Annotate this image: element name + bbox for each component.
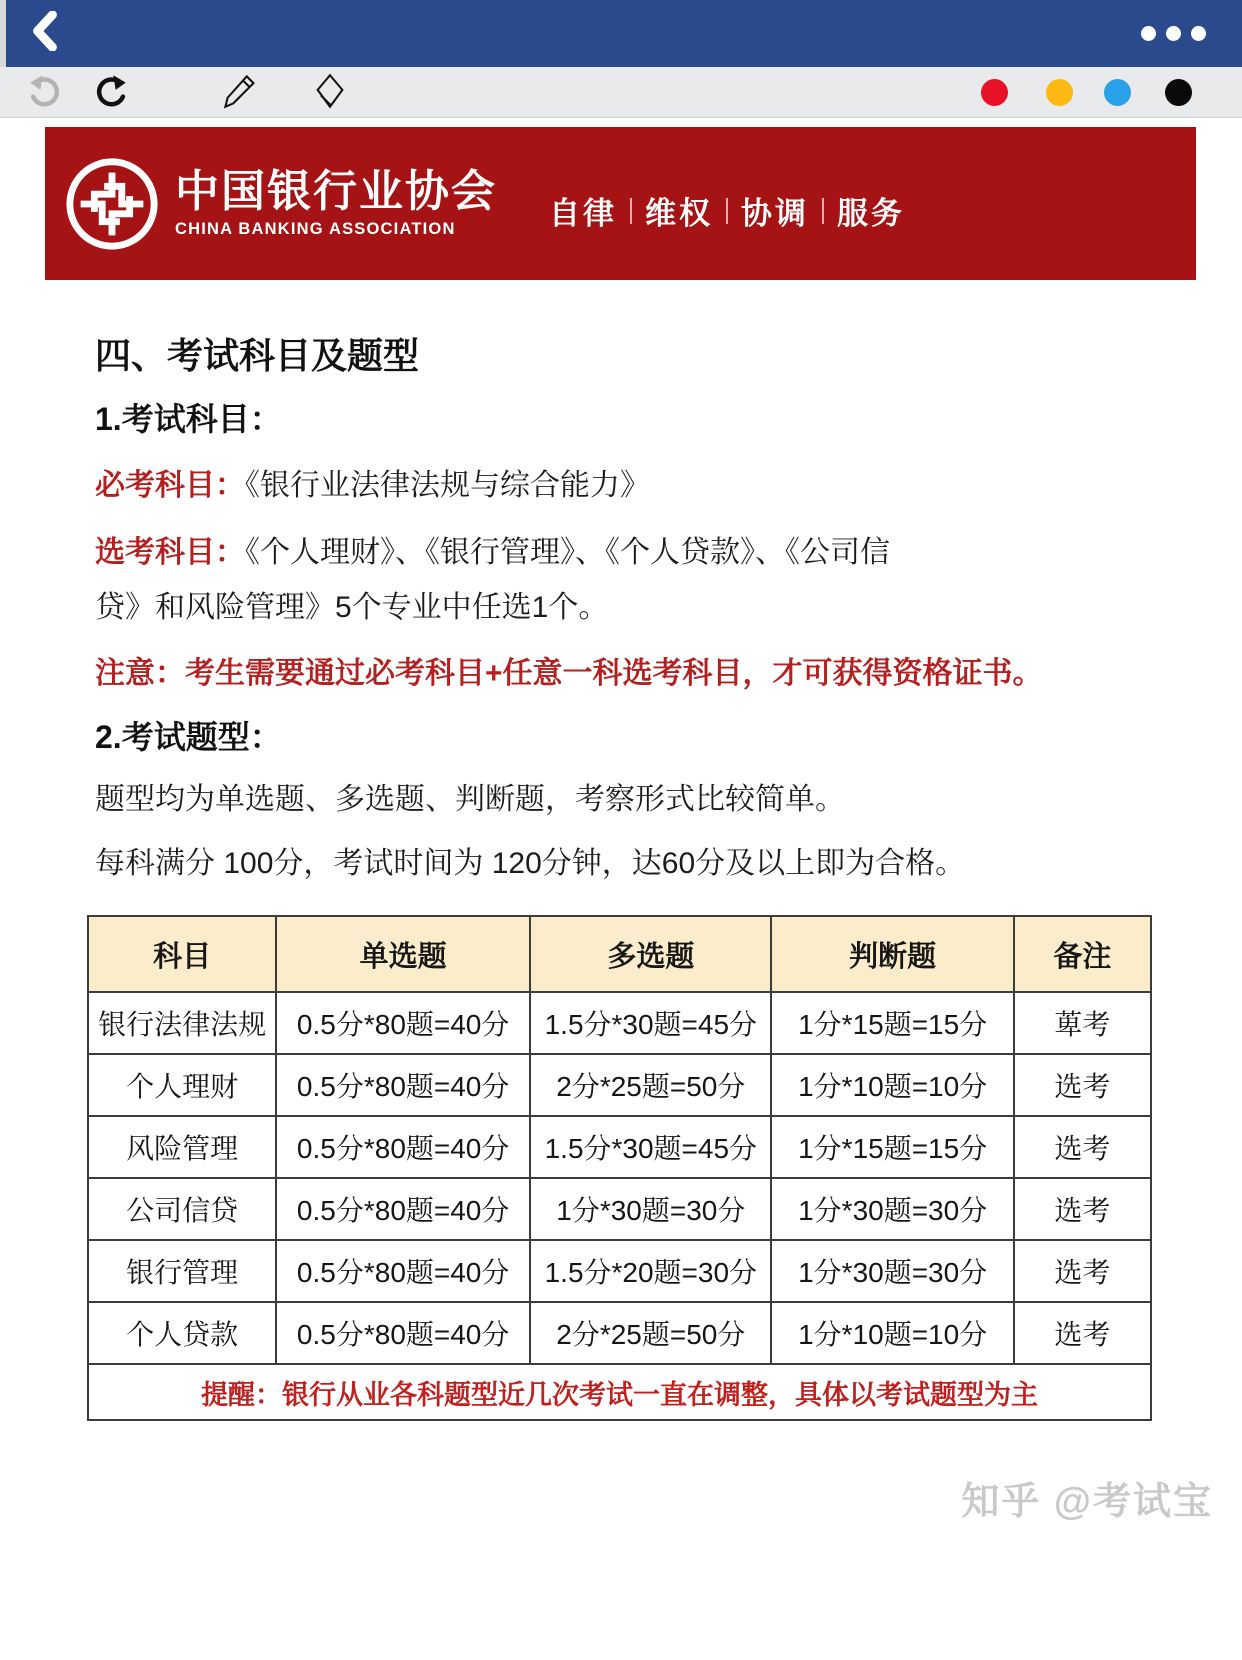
table-row: 风险管理 0.5分*80题=40分 1.5分*30题=45分 1分*15题=15分 选考: [88, 1116, 1151, 1178]
org-name-en: CHINA BANKING ASSOCIATION: [175, 220, 456, 239]
eraser-diamond-icon: [312, 73, 348, 114]
pencil-icon: [222, 73, 258, 114]
undo-button[interactable]: [28, 75, 64, 111]
table-row: 个人理财 0.5分*80题=40分 2分*25题=50分 1分*10题=10分 选考: [88, 1054, 1151, 1116]
required-label: 必考科目：: [95, 469, 245, 502]
optional-subject-line-2: 贷》和风险管理》5个专业中任选1个。: [95, 591, 609, 624]
more-options-button[interactable]: [1141, 12, 1206, 56]
back-button[interactable]: [28, 12, 72, 56]
redo-button[interactable]: [92, 75, 128, 111]
color-yellow-button[interactable]: [1046, 79, 1073, 106]
eraser-tool-button[interactable]: [312, 75, 348, 111]
notice-line: 注意：考生需要通过必考科目+任意一科选考科目，才可获得资格证书。: [95, 657, 1043, 690]
table-row: 银行法律法规 0.5分*80题=40分 1.5分*30题=45分 1分*15题=15分 萆考: [88, 992, 1151, 1054]
subsection-1-title: 1.考试科目：: [95, 401, 282, 437]
paragraph-1: 题型均为单选题、多选题、判断题，考察形式比较简单。: [95, 783, 845, 816]
table-row: 个人贷款 0.5分*80题=40分 2分*25题=50分 1分*10题=10分 选考: [88, 1302, 1151, 1364]
optional-label: 选考科目：: [95, 536, 245, 569]
paragraph-2: 每科满分 100分，考试时间为 120分钟，达60分及以上即为合格。: [95, 847, 966, 880]
color-black-button[interactable]: [1165, 79, 1192, 106]
redo-icon: [92, 73, 128, 114]
optional-subject-line-1: [95, 527, 890, 571]
undo-icon: [28, 73, 64, 114]
table-reminder: 提醒：银行从业各科题型近几次考试一直在调整，具体以考试题型为主: [88, 1364, 1151, 1420]
three-dots-icon: [1141, 26, 1156, 41]
col-header-single-choice: 单选题: [276, 916, 530, 992]
exam-subjects-table: [87, 915, 1152, 1421]
col-header-multi-choice: 多选题: [530, 916, 771, 992]
chevron-left-icon: [28, 11, 62, 56]
subsection-2-title: 2.考试题型：: [95, 719, 282, 755]
section-title: 四、考试科目及题型: [95, 335, 420, 376]
cba-logo-icon: [63, 155, 161, 253]
org-name-cn: 中国银行业协会: [175, 166, 497, 216]
pen-tool-button[interactable]: [222, 75, 258, 111]
optional-text-1: 《个人理财》、《银行管理》、《个人贷款》、《公司信: [245, 536, 890, 569]
org-slogan: 自律 维权 协调 服务: [549, 196, 905, 231]
col-header-remark: 备注: [1014, 916, 1151, 992]
nav-bar: [6, 0, 1242, 67]
table-header-row: [88, 916, 1151, 992]
annotation-toolbar: [0, 67, 1242, 118]
table-row: 银行管理 0.5分*80题=40分 1.5分*20题=30分 1分*30题=30分 选考: [88, 1240, 1151, 1302]
required-text: 《银行业法律法规与综合能力》: [245, 469, 650, 502]
table-footer-row: [88, 1364, 1151, 1420]
cba-banner: [45, 127, 1196, 280]
table-row: 公司信贷 0.5分*80题=40分 1分*30题=30分 1分*30题=30分 选考: [88, 1178, 1151, 1240]
required-subject-line: [95, 460, 650, 504]
col-header-judgment: 判断题: [771, 916, 1013, 992]
col-header-subject: 科目: [88, 916, 276, 992]
color-blue-button[interactable]: [1104, 79, 1131, 106]
watermark: 知乎 @考试宝: [961, 1481, 1213, 1523]
color-red-button[interactable]: [981, 79, 1008, 106]
